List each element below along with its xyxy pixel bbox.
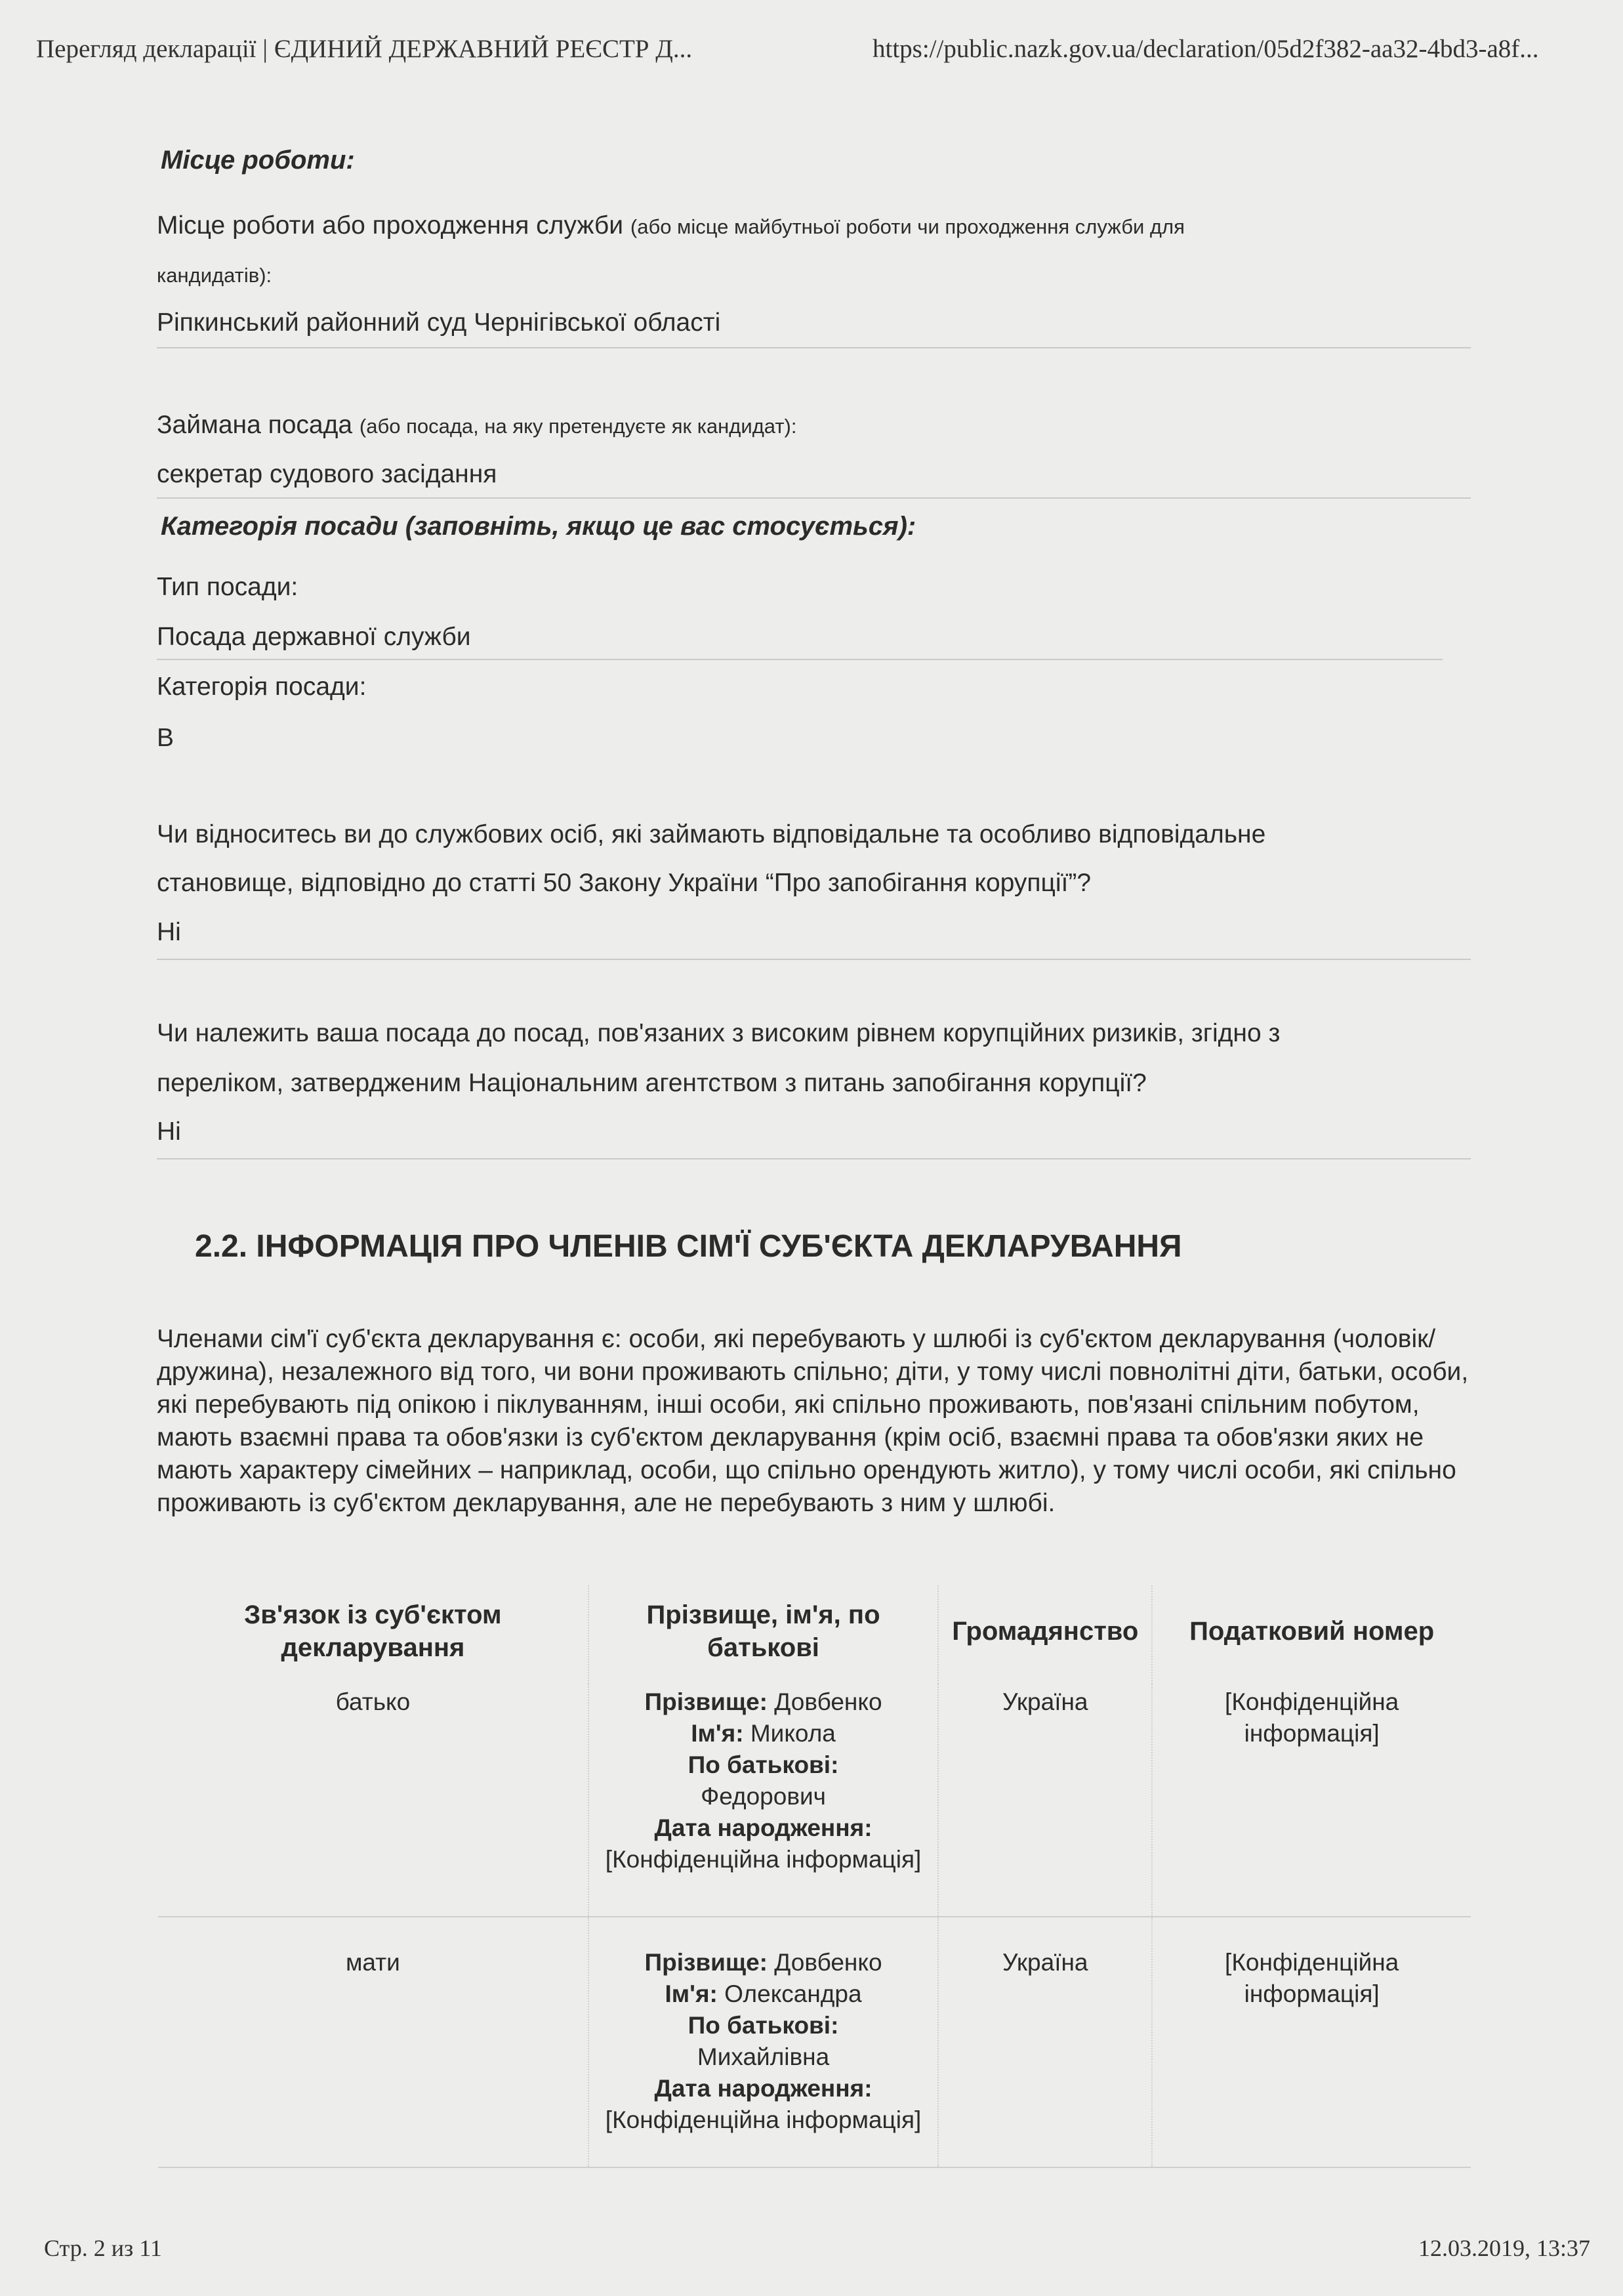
table-header-row	[158, 1585, 1471, 1684]
page-url: https://public.nazk.gov.ua/declaration/05d2f382-aa32-4bd3-a8f...	[873, 35, 1539, 63]
name-label: Ім'я:	[665, 1980, 718, 2007]
citizenship-cell: Україна	[938, 1917, 1152, 2167]
category-section-title: Категорія посади (заповніть, якщо це вас стосується):	[161, 512, 916, 541]
tax-number-cell: [Конфіденційна інформація]	[1152, 1917, 1471, 2167]
surname-value: Довбенко	[774, 1688, 882, 1715]
position-category-label: Категорія посади:	[157, 673, 367, 701]
column-header: Зв'язок із суб'єктом декларування	[244, 1600, 502, 1662]
position-type-label: Тип посади:	[157, 573, 298, 601]
patronymic-label: По батькові:	[688, 1751, 839, 1778]
label-note: (або місце майбутньої роботи чи проходження служби для	[630, 215, 1185, 238]
page-title: Перегляд декларації | ЄДИНИЙ ДЕРЖАВНИЙ РЕЄСТР Д...	[36, 35, 693, 63]
page-number: Стр. 2 из 11	[44, 2235, 162, 2261]
name-label: Ім'я:	[691, 1720, 744, 1747]
relation-cell: батько	[158, 1684, 588, 1917]
relation-cell: мати	[158, 1917, 588, 2167]
question-1-line-1: Чи відноситесь ви до службових осіб, які займають відповідальне та особливо відповідальне	[157, 820, 1266, 848]
patronymic-value: Михайлівна	[697, 2043, 830, 2070]
work-section-title: Місце роботи:	[161, 146, 355, 175]
birth-label: Дата народження:	[654, 1814, 873, 1841]
question-2-line-2: переліком, затвердженим Національним агентством з питань запобігання корупції?	[157, 1069, 1147, 1097]
birth-label: Дата народження:	[654, 2075, 873, 2102]
name-cell	[588, 1684, 938, 1917]
question-1-answer: Ні	[157, 918, 181, 946]
work-place-value: Ріпкинський районний суд Чернігівської області	[157, 308, 721, 337]
divider	[157, 1158, 1471, 1159]
label-text: Місце роботи або проходження служби	[157, 211, 624, 240]
column-header: Прізвище, ім'я, по батькові	[588, 1585, 938, 1684]
position-value: секретар судового засідання	[157, 460, 497, 488]
position-type-value: Посада державної служби	[157, 623, 471, 651]
name-value: Олександра	[724, 1980, 862, 2007]
position-label	[157, 411, 796, 440]
tax-number-cell: [Конфіденційна інформація]	[1152, 1684, 1471, 1917]
divider	[157, 659, 1443, 660]
birth-value: [Конфіденційна інформація]	[605, 1846, 922, 1873]
surname-label: Прізвище:	[644, 1949, 768, 1976]
column-header: Громадянство	[938, 1585, 1152, 1684]
question-1-line-2: становище, відповідно до статті 50 Закону України “Про запобігання корупції”?	[157, 869, 1092, 897]
position-category-value: В	[157, 724, 175, 752]
name-value: Микола	[750, 1720, 836, 1747]
patronymic-label: По батькові:	[688, 2012, 839, 2039]
citizenship-cell: Україна	[938, 1684, 1152, 1917]
patronymic-value: Федорович	[701, 1783, 826, 1810]
family-section-heading: 2.2. ІНФОРМАЦІЯ ПРО ЧЛЕНІВ СІМ'Ї СУБ'ЄКТА ДЕКЛАРУВАННЯ	[195, 1229, 1182, 1264]
work-place-label	[157, 211, 1185, 240]
divider	[157, 347, 1471, 348]
surname-label: Прізвище:	[644, 1688, 768, 1715]
table-row	[158, 1917, 1471, 2167]
table-row	[158, 1684, 1471, 1917]
family-members-table	[158, 1585, 1471, 2168]
print-datetime: 12.03.2019, 13:37	[1418, 2235, 1590, 2261]
divider	[157, 497, 1471, 499]
name-cell	[588, 1917, 938, 2167]
question-2-line-1: Чи належить ваша посада до посад, пов'язаних з високим рівнем корупційних ризиків, згідно з	[157, 1019, 1281, 1047]
birth-value: [Конфіденційна інформація]	[605, 2106, 922, 2133]
question-2-answer: Ні	[157, 1117, 181, 1146]
label-text: Займана посада	[157, 411, 353, 439]
column-header: Податковий номер	[1152, 1585, 1471, 1684]
divider	[157, 959, 1471, 960]
label-note: (або посада, на яку претендуєте як кандидат):	[359, 415, 797, 438]
work-place-note: кандидатів):	[157, 264, 272, 287]
family-description: Членами сім'ї суб'єкта декларування є: особи, які перебувають у шлюбі із суб'єктом декларування (чоловік/дружина), незалежного від того, чи вони проживають спільно; діти, у тому числі повнолітні діти, батьки, особи, які перебувають під опікою і піклуванням, інші особи, які спільно проживають, пов'язані спільним побутом, мають взаємні права та обов'язки із суб'єктом декларування (крім осіб, взаємні права та обов'язки яких не мають характеру сімейних – наприклад, особи, що спільно орендують житло), у тому числі особи, які спільно проживають із суб'єктом декларування, але не перебувають з ним у шлюбі.	[157, 1325, 1469, 1517]
surname-value: Довбенко	[774, 1949, 882, 1976]
